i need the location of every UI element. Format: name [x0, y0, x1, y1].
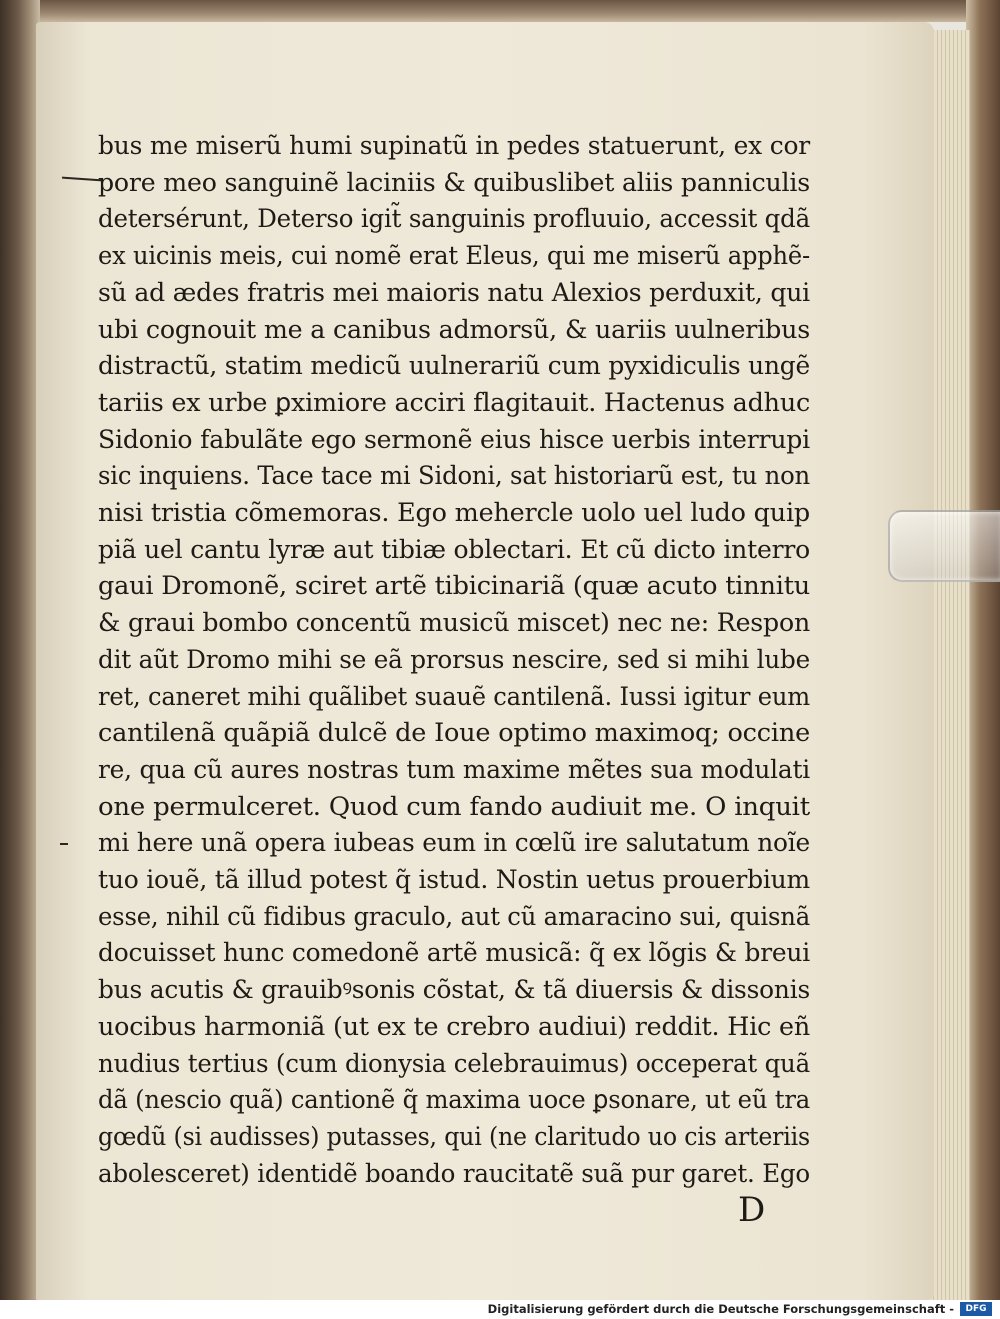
text-line: esse, nihil cũ fidibus graculo, aut cũ amaracino sui, quisnã — [98, 901, 810, 931]
text-line: gaui Dromonẽ, sciret artẽ tibicinariã (quæ acuto tinnitu — [98, 571, 810, 601]
page-text — [98, 128, 810, 1192]
text-line: sic inquiens. Tace tace mi Sidoni, sat historiarũ est, tu non — [98, 461, 810, 491]
text-line: piã uel cantu lyræ aut tibiæ oblectari. Et cũ dicto interro — [98, 534, 810, 564]
text-line: docuisset hunc comedonẽ artẽ musicã: q̃ ex lõgis & breui — [98, 938, 810, 968]
text-line: nudius tertius (cum dionysia celebrauimus) occeperat quã — [98, 1048, 810, 1078]
page-clip — [888, 510, 1000, 582]
text-line: ex uicinis meis, cui nomẽ erat Eleus, qui me miserũ apphẽ- — [98, 241, 810, 271]
text-line: tariis ex urbe ꝑximiore acciri flagitauit. Hactenus adhuc — [98, 387, 811, 417]
text-line: ret, caneret mihi quãlibet suauẽ cantilenã. Iussi igitur eum — [98, 681, 810, 711]
footer-credit: Digitalisierung gefördert durch die Deutsche Forschungsgemeinschaft - — [487, 1302, 954, 1316]
text-line: & graui bombo concentũ musicũ miscet) nec ne: Respon — [98, 608, 810, 638]
text-line: distractũ, statim medicũ uulnerariũ cum pyxidiculis ungẽ — [98, 351, 810, 381]
text-line: cantilenã quãpiã dulcẽ de Ioue optimo maximoq; occine — [98, 718, 811, 748]
text-line: ubi cognouit me a canibus admorsũ, & uariis uulneribus — [98, 314, 810, 344]
book-binding-right — [966, 0, 1000, 1300]
text-line: gœdũ (si audisses) putasses, qui (ne claritudo uo cis arteriis — [98, 1121, 810, 1151]
text-line: bus acutis & grauibꝰsonis cõstat, & tã diuersis & dissonis — [98, 975, 810, 1005]
page-stack-edge — [930, 30, 970, 1300]
text-line: bus me miserũ humi supinatũ in pedes statuerunt, ex cor — [98, 131, 810, 160]
dfg-logo-icon: DFG — [960, 1302, 992, 1316]
text-line: abolesceret) identidẽ boando raucitatẽ suã pur garet. Ego — [98, 1158, 810, 1188]
text-line: sũ ad ædes fratris mei maioris natu Alexios perduxit, qui — [98, 277, 810, 307]
signature-mark: D — [738, 1190, 766, 1230]
text-line: nisi tristia cõmemoras. Ego mehercle uolo uel ludo quip — [98, 498, 810, 528]
text-line: pore meo sanguinẽ laciniis & quibuslibet aliis panniculis — [98, 167, 810, 197]
text-line: one permulceret. Quod cum fando audiuit me. O inquit — [98, 791, 810, 821]
text-line: mi here unã opera iubeas eum in cœlũ ire salutatum noĩe — [98, 828, 810, 858]
text-line: dã (nescio quã) cantionẽ q̃ maxima uoce ꝑsonare, ut eũ tra — [98, 1085, 810, 1115]
book-binding-left — [0, 0, 40, 1300]
margin-mark — [60, 843, 68, 845]
text-line: dit aũt Dromo mihi se eã prorsus nescire, sed si mihi lube — [98, 644, 810, 674]
text-line: tuo iouẽ, tã illud potest q̃ istud. Nostin uetus prouerbium — [98, 865, 810, 895]
text-line: Sidonio fabulãte ego sermonẽ eius hisce uerbis interrupi — [98, 424, 810, 454]
text-line: uocibus harmoniã (ut ex te crebro audiui) reddit. Hic eñ — [98, 1011, 810, 1041]
text-line: detersérunt, Deterso igit̃ sanguinis profluuio, accessit qdã — [98, 204, 810, 234]
book-binding-top — [0, 0, 1000, 22]
text-line: re, qua cũ aures nostras tum maxime mẽtes sua modulati — [98, 754, 810, 784]
